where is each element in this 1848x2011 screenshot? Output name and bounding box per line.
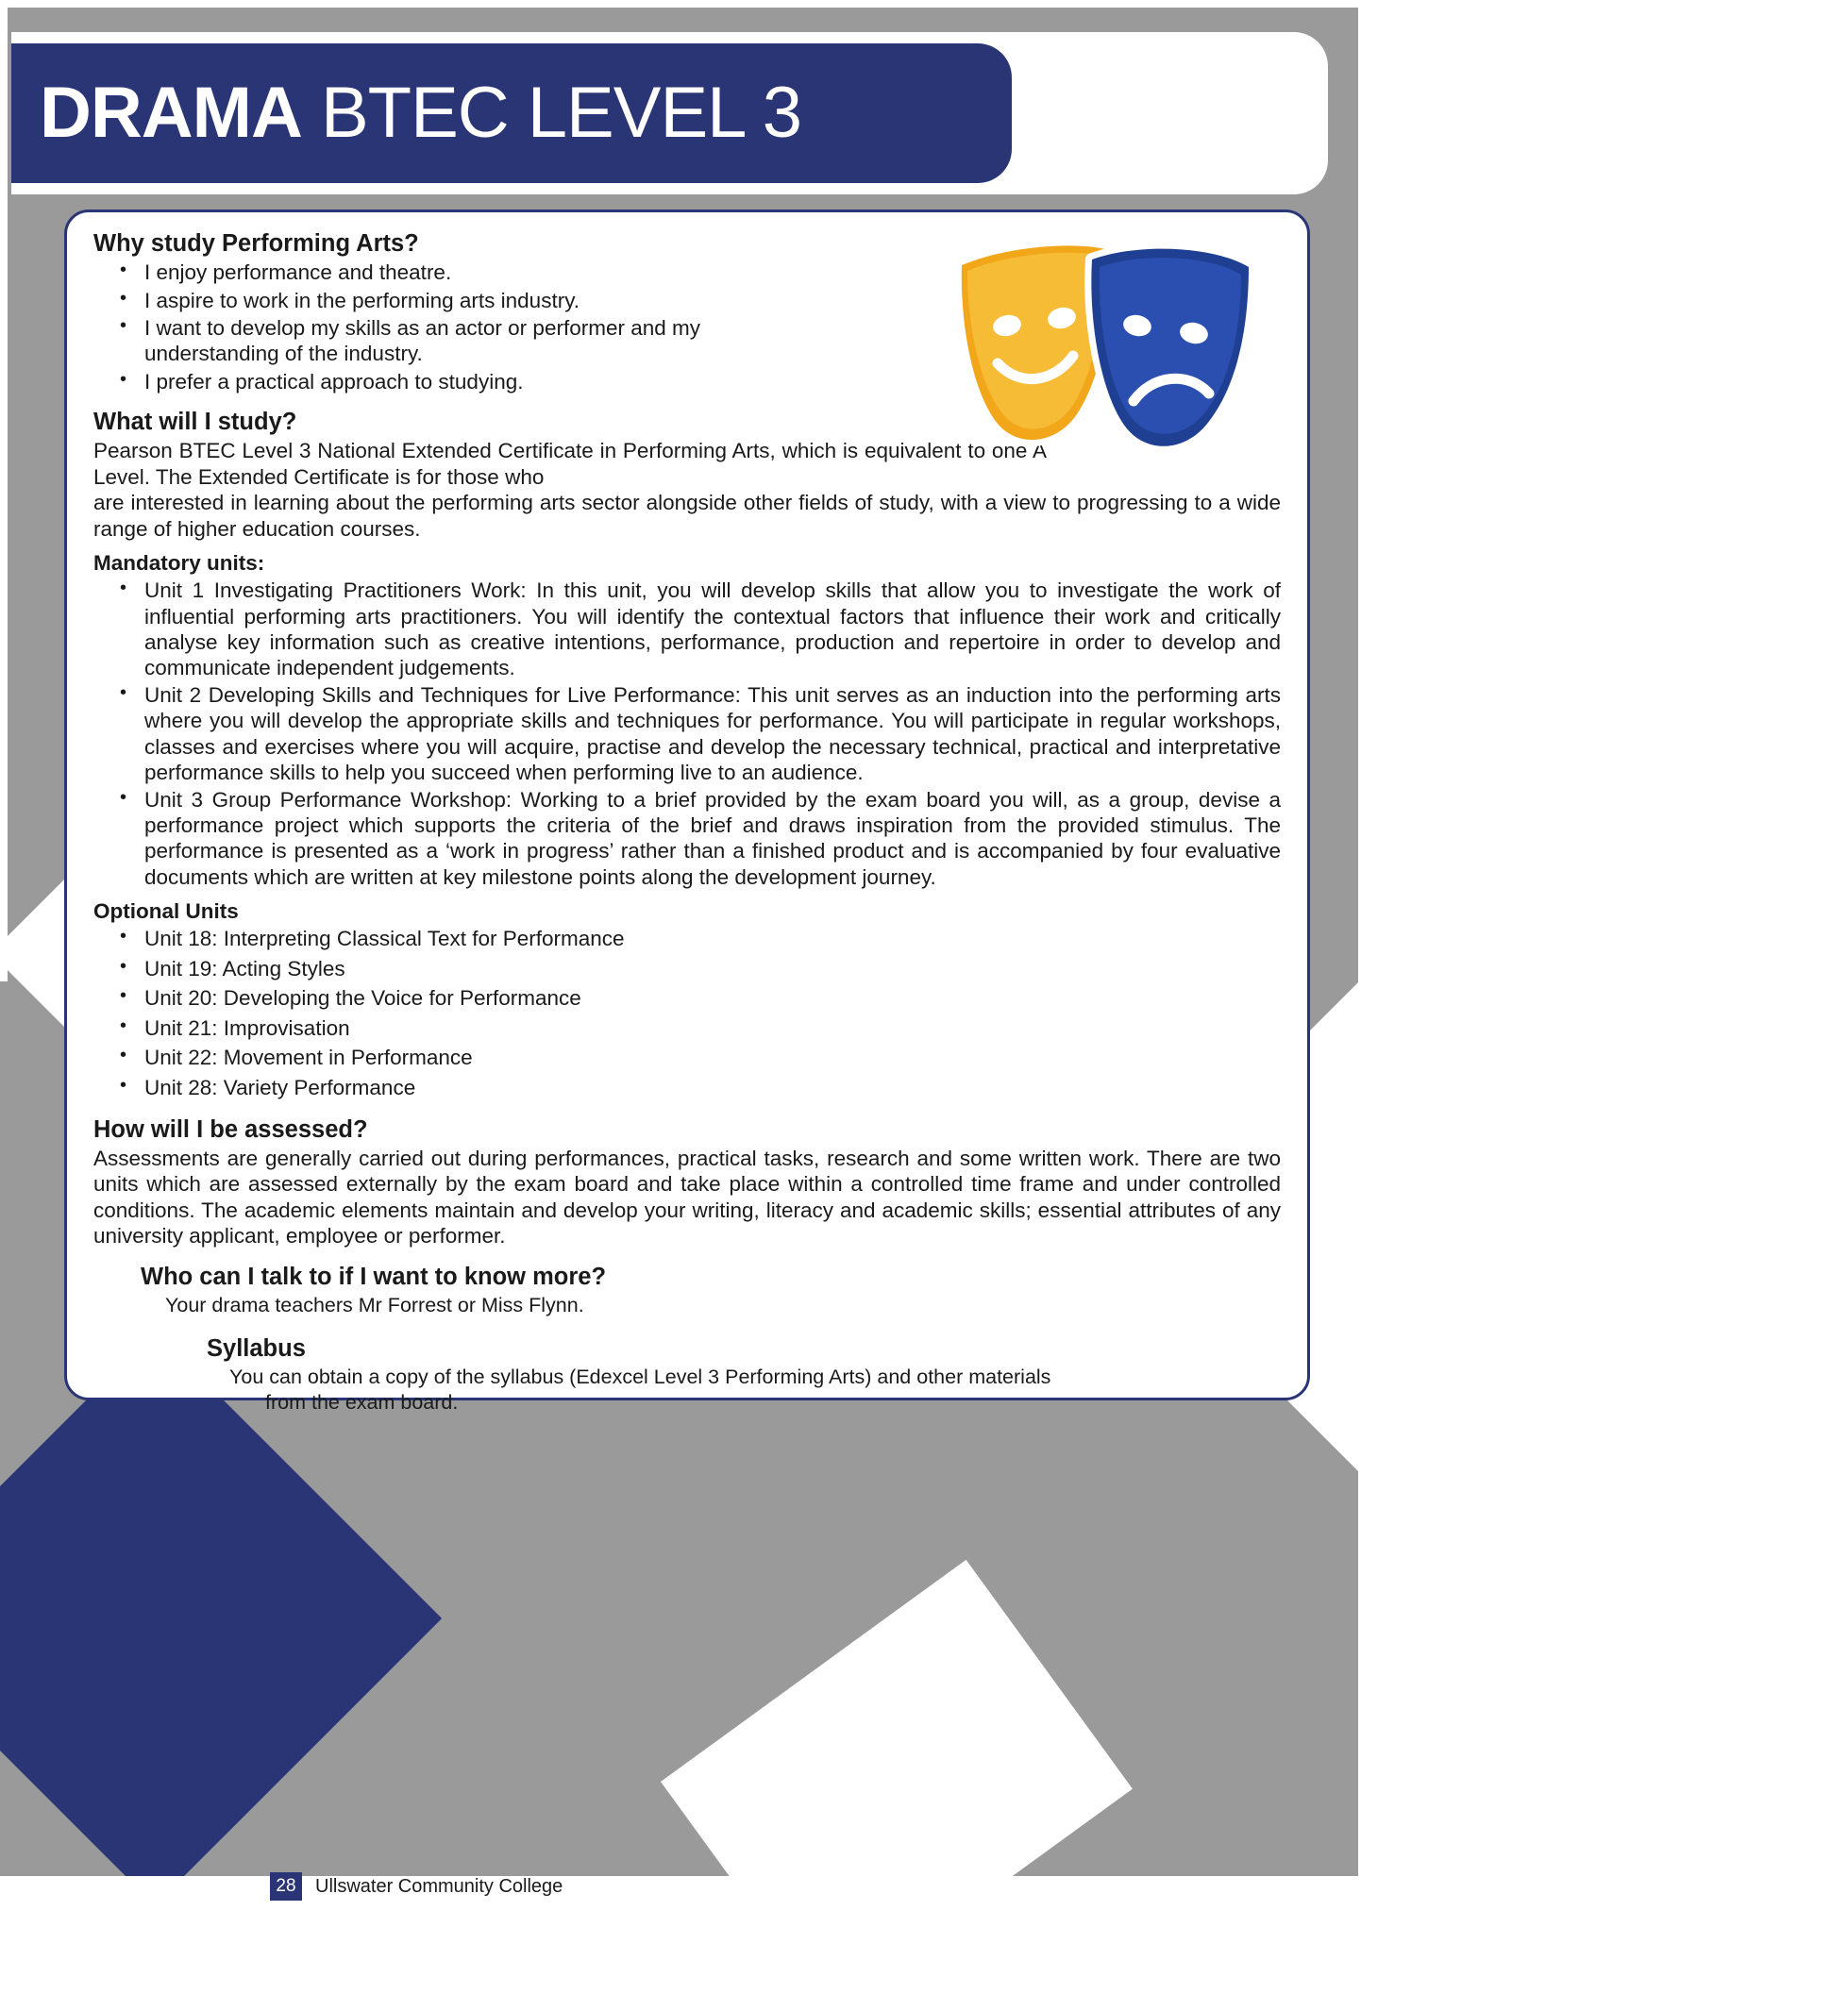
study-paragraph-part2: are interested in learning about the performing arts sector alongside other fields of study, with a view to progressing to a wide range of higher education courses. <box>93 491 1281 541</box>
mandatory-units-heading: Mandatory units: <box>93 551 265 576</box>
list-item: • I prefer a practical approach to studying. <box>110 369 730 394</box>
list-item: • Unit 22: Movement in Performance <box>110 1045 1281 1070</box>
section-heading-contact: Who can I talk to if I want to know more? <box>141 1263 607 1290</box>
section-heading-assessment: How will I be assessed? <box>93 1115 368 1143</box>
header-banner <box>11 43 1012 183</box>
list-item: • Unit 21: Improvisation <box>110 1015 1281 1041</box>
list-item: • Unit 28: Variety Performance <box>110 1075 1281 1100</box>
mandatory-units-list <box>93 578 1281 890</box>
assessment-paragraph: Assessments are generally carried out during performances, practical tasks, research and some written work. There are two units which are assessed externally by the exam board and take place within a controlled time frame and under controlled conditions. The academic elements maintain and develop your writing, literacy and academic skills; essential attributes of any university applicant, employee or performer. <box>93 1147 1281 1248</box>
study-paragraph-part1: Pearson BTEC Level 3 National Extended Certificate in Performing Arts, which is equivalent to one A Level. The Extended Certificate is for those who <box>93 439 1047 489</box>
footer <box>270 1872 563 1901</box>
optional-units-list <box>93 926 1281 1100</box>
section-syllabus <box>207 1334 1281 1416</box>
optional-units-heading: Optional Units <box>93 899 239 924</box>
section-contact <box>141 1263 1281 1317</box>
syllabus-detail-line1: You can obtain a copy of the syllabus (Edexcel Level 3 Performing Arts) and other materials <box>229 1366 1051 1389</box>
section-heading-why: Why study Performing Arts? <box>93 230 419 257</box>
list-item: • Unit 3 Group Performance Workshop: Working to a brief provided by the exam board you will, as a group, devise a performance project which supports the criteria of the brief and draws inspiration from the provided stimulus. The performance is presented as a ‘work in progress’ rather than a finished product and is accompanied by four evaluative documents which are written at key milestone points along the development journey. <box>110 787 1281 891</box>
section-assessment <box>93 1115 1281 1249</box>
list-item: • I aspire to work in the performing arts industry. <box>110 288 730 313</box>
title-subject: DRAMA <box>40 73 302 153</box>
institution-name: Ullswater Community College <box>315 1875 563 1897</box>
list-item: • Unit 19: Acting Styles <box>110 956 1281 981</box>
page-edge-left <box>0 0 8 981</box>
page-edge-right <box>1358 0 1368 1933</box>
section-why-study <box>93 229 1281 394</box>
list-item: • I enjoy performance and theatre. <box>110 260 730 285</box>
footer-white-strip <box>0 1876 1368 1933</box>
section-what-study <box>93 408 1281 1100</box>
list-item: • Unit 1 Investigating Practitioners Work: In this unit, you will develop skills that allow you to investigate the work of influential performing arts practitioners. You will identify the contextual factors that influence their work and critically analyse key information such as creative intentions, performance, production and repertoire in order to develop and communicate independent judgements. <box>110 578 1281 681</box>
title-qualification: BTEC LEVEL 3 <box>320 73 801 153</box>
content-card <box>64 209 1310 1415</box>
page-number: 28 <box>270 1872 302 1901</box>
why-bullet-list <box>93 260 1281 394</box>
list-item: • Unit 2 Developing Skills and Techniques for Live Performance: This unit serves as an induction into the performing arts where you will develop the appropriate skills and techniques for performance. You will participate in regular workshops, classes and exercises where you will acquire, practise and develop the necessary technical, practical and interpretative performance skills to help you succeed when performing live to an audience. <box>110 682 1281 786</box>
page-edge-top <box>0 0 1368 8</box>
contact-detail: Your drama teachers Mr Forrest or Miss Flynn. <box>165 1293 584 1316</box>
list-item: • Unit 20: Developing the Voice for Performance <box>110 985 1281 1011</box>
section-heading-study: What will I study? <box>93 409 297 436</box>
page-title <box>40 73 801 153</box>
list-item: • I want to develop my skills as an actor or performer and my understanding of the industry. <box>110 315 730 367</box>
section-heading-syllabus: Syllabus <box>207 1335 306 1363</box>
syllabus-detail-line2: from the exam board. <box>265 1391 459 1415</box>
list-item: • Unit 18: Interpreting Classical Text for Performance <box>110 926 1281 951</box>
